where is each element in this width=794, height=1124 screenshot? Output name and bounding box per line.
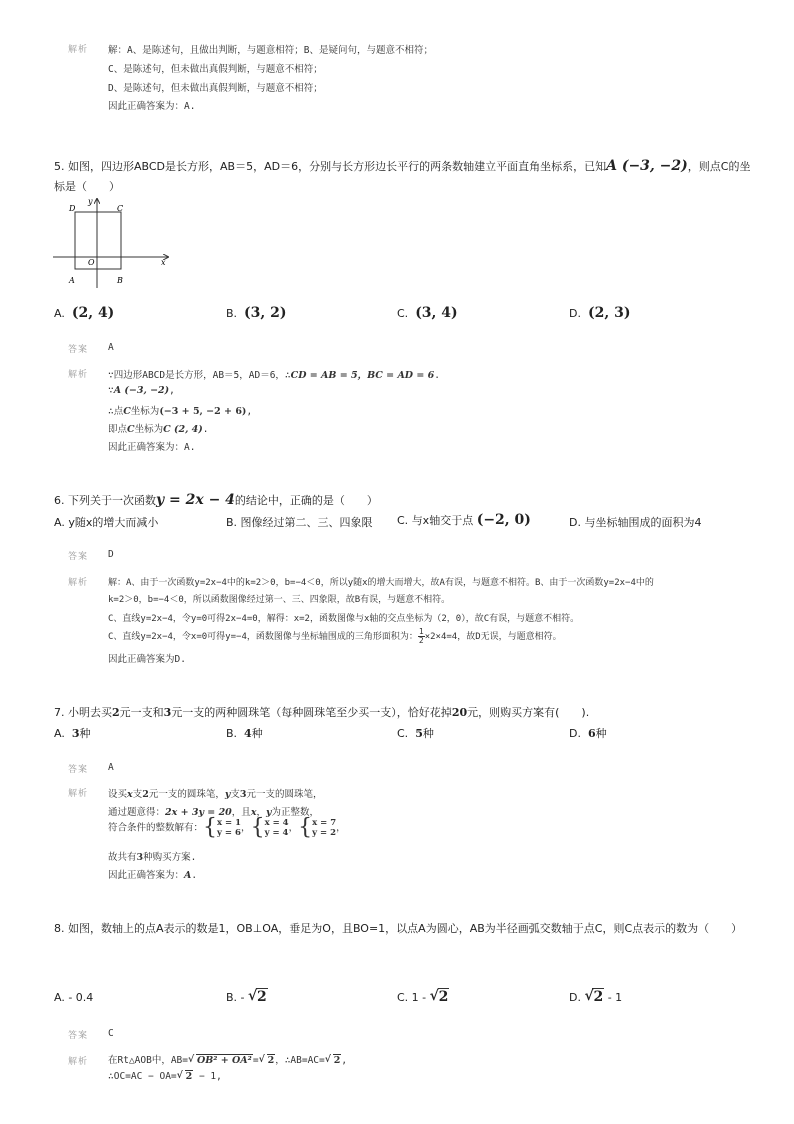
text: 设买 <box>108 789 128 800</box>
q5-solution-line-5: 因此正确答案为：A. <box>108 442 196 453</box>
option-unit: 种 <box>595 727 607 740</box>
text: 通过题意得： <box>108 807 166 818</box>
option-text: 1 - <box>408 991 430 1004</box>
math: x <box>250 807 257 818</box>
text: 元一支的两种圆珠笔（每种圆珠笔至少买一支），恰好花掉 <box>171 706 452 719</box>
text: 7. 小明去买 <box>54 706 112 719</box>
math: y <box>266 807 272 818</box>
text: 坐标为 <box>134 424 164 435</box>
math: 2 <box>112 706 120 719</box>
q7-option-a[interactable] <box>54 725 90 741</box>
text: ×2×4=4，故D无误，与题意相符。 <box>424 632 562 642</box>
text: − 1, <box>193 1071 222 1082</box>
option-value: (2, 4) <box>71 305 115 321</box>
text: 支 <box>132 789 143 800</box>
q6-solution-line-3: C、直线y=2x−4，令y=0可得2x−4=0，解得：x=2，函数图像与x轴的交点坐标为（2，0），故C有误，与题意不相符。 <box>108 614 580 624</box>
q8-answer: C <box>108 1028 114 1039</box>
q4-solution-line-2: C、是陈述句，但未做出真假判断，与题意不相符； <box>108 64 323 75</box>
text: ，且 <box>231 807 251 818</box>
text: ，∴AB=AC= <box>275 1055 325 1066</box>
option-letter: D. <box>569 991 581 1004</box>
math: y <box>224 789 231 800</box>
radicand: 2 <box>593 989 604 1005</box>
q6-solution-line-1: 解：A、由于一次函数y=2x−4中的k=2＞0，b=−4＜0，所以y随x的增大而增大，故A有误，与题意不相符。B、由于一次函数y=2x−4中的 <box>108 578 654 588</box>
text: ∴OC=AC − OA= <box>108 1071 177 1082</box>
system-row: x = 7 <box>312 818 337 828</box>
text: ∵ <box>108 385 114 396</box>
option-math: (−2, 0) <box>476 512 531 528</box>
option-number: 3 <box>71 727 80 740</box>
q7-solution-tag: 解析 <box>68 789 89 799</box>
q6-solution-tag: 解析 <box>68 578 89 588</box>
math: 2 <box>142 789 149 800</box>
q6-option-a[interactable] <box>54 514 158 530</box>
q5-solution-line-3 <box>108 403 252 417</box>
q5-solution-line-2 <box>108 385 175 396</box>
text: , <box>341 1055 348 1066</box>
option-number: 4 <box>244 727 252 740</box>
option-number: 5 <box>415 727 423 740</box>
text: 支 <box>230 789 240 800</box>
q8-option-a[interactable] <box>54 991 93 1004</box>
text: 因此正确答案为： <box>108 870 185 881</box>
text: 元一支和 <box>119 706 164 719</box>
radicand: 2 <box>333 1055 341 1066</box>
option-text: - <box>237 991 249 1004</box>
q5-option-d[interactable] <box>569 305 630 321</box>
math: y = 2x − 4 <box>156 492 235 508</box>
math: C (2, 4) <box>163 424 203 435</box>
system-row: y = 2 <box>312 828 337 838</box>
text: 为正整数， <box>271 807 320 818</box>
q6-option-c[interactable] <box>397 512 531 528</box>
text: ， <box>256 807 266 818</box>
math: A (−3, −2) <box>113 385 170 396</box>
sqrt: √ 2 <box>258 1054 275 1066</box>
q5-solution-tag: 解析 <box>68 370 89 380</box>
q6-solution-line-4 <box>108 628 562 645</box>
text: ∵四边形ABCD是长方形，AB＝5，AD＝6，∴ <box>108 370 291 381</box>
option-unit: 种 <box>251 727 263 740</box>
q5-option-b[interactable] <box>226 305 287 321</box>
numerator: 1 <box>418 627 424 636</box>
q7-option-b[interactable] <box>226 725 263 741</box>
q7-option-d[interactable] <box>569 725 607 741</box>
q8-option-b[interactable] <box>226 989 268 1005</box>
q4-solution-tag: 解析 <box>68 45 89 55</box>
separator: ， <box>336 822 346 834</box>
radicand: 2 <box>267 1055 275 1066</box>
option-letter: C. <box>397 727 409 740</box>
option-letter: A. <box>54 516 65 529</box>
q4-solution-line-1: 解：A、是陈述句，且做出判断，与题意相符；B、是疑问句，与题意不相符； <box>108 45 433 56</box>
q5-rectangle-coordinate-figure <box>50 195 175 290</box>
option-unit: 种 <box>422 727 434 740</box>
text: 即点 <box>108 424 128 435</box>
sqrt: √ OB² + OA² <box>187 1054 252 1066</box>
q5-stem-text-2: ，则点C的坐 <box>687 160 751 173</box>
q6-option-b[interactable] <box>226 514 373 530</box>
q6-solution-line-2: k=2＞0，b=−4＜0，所以函数图像经过第一、三、四象限，故B有误，与题意不相符。 <box>108 595 451 605</box>
text: 坐标为 <box>130 406 160 417</box>
math: C <box>127 424 135 435</box>
q7-answer-tag: 答案 <box>68 765 89 775</box>
option-value: (3, 4) <box>415 305 458 321</box>
option-letter: D. <box>569 727 581 740</box>
text: 的结论中，正确的是（ ） <box>234 494 378 507</box>
math: CD = AB = 5，BC = AD = 6 <box>290 370 435 381</box>
label-a: A <box>69 276 75 285</box>
q7-option-c[interactable] <box>397 725 434 741</box>
option-number: 6 <box>587 727 596 740</box>
text: , <box>246 406 253 417</box>
label-y: y <box>88 197 93 206</box>
radicand: 2 <box>438 989 449 1005</box>
q5-answer-tag: 答案 <box>68 345 89 355</box>
option-letter: A. <box>54 307 65 320</box>
option-value: (2, 3) <box>587 305 631 321</box>
math: A <box>184 870 192 881</box>
text: 种购买方案. <box>143 852 197 863</box>
text: C、直线y=2x−4，令x=0可得y=−4，函数图像与坐标轴围成的三角形面积为： <box>108 632 418 642</box>
text: ∴点 <box>108 406 124 417</box>
q6-option-d[interactable] <box>569 514 701 530</box>
math: (−3 + 5, −2 + 6) <box>159 406 247 417</box>
option-letter: D. <box>569 516 581 529</box>
q8-solution-line-2 <box>108 1071 222 1082</box>
option-text: - 0.4 <box>64 991 94 1004</box>
q5-solution-line-4 <box>108 421 209 435</box>
q4-solution-line-3: D、是陈述句，但未做出真假判断，与题意不相符； <box>108 83 323 94</box>
q5-stem-math: A (−3, −2) <box>606 158 688 174</box>
radicand: OB² + OA² <box>196 1055 252 1066</box>
text: 元一支的圆珠笔， <box>148 789 225 800</box>
text: , <box>169 385 175 396</box>
system-row: x = 4 <box>264 818 289 828</box>
equation-system-2: {x = 4 y = 4 <box>250 815 289 840</box>
option-unit: 种 <box>79 727 91 740</box>
math: 3 <box>136 852 144 863</box>
text: 符合条件的整数解有： <box>108 822 204 834</box>
text: . <box>434 370 440 381</box>
q5-solution-line-1 <box>108 367 440 381</box>
math: 2x + 3y = 20 <box>165 807 232 818</box>
q5-stem-line-2: 标是（ ） <box>54 180 120 193</box>
text: . <box>191 870 198 881</box>
sqrt: √ 2 <box>324 1054 341 1066</box>
q6-solution-line-5: 因此正确答案为D. <box>108 654 186 665</box>
q7-solution-line-1 <box>108 786 323 800</box>
math: 3 <box>163 706 172 719</box>
math: 20 <box>451 706 468 719</box>
q8-option-d[interactable] <box>569 989 622 1005</box>
sqrt: √ 2 <box>176 1070 193 1082</box>
option-text: - 1 <box>604 991 623 1004</box>
math: 3 <box>239 789 247 800</box>
equation-system-1: {x = 1 y = 6 <box>203 815 242 840</box>
label-x: x <box>161 258 166 267</box>
radicand: 2 <box>185 1071 193 1082</box>
math: x <box>127 789 133 800</box>
rectangle-abcd <box>75 212 121 269</box>
q8-option-c[interactable] <box>397 989 449 1005</box>
system-row: y = 4 <box>264 828 289 838</box>
q8-solution-tag: 解析 <box>68 1057 89 1067</box>
q5-option-c[interactable] <box>397 305 458 321</box>
option-letter: B. <box>226 727 238 740</box>
q7-solution-line-4 <box>108 849 196 863</box>
equation-system-3: {x = 7 y = 2 <box>298 815 337 840</box>
option-letter: B. <box>226 991 238 1004</box>
q8-stem: 8. 如图，数轴上的点A表示的数是1，OB⊥OA，垂足为O，且BO=1，以点A为圆心，AB为半径画弧交数轴于点C，则C点表示的数为（ ） <box>54 922 743 935</box>
text: 在Rt△AOB中，AB= <box>108 1055 188 1066</box>
q6-stem <box>54 492 378 508</box>
label-c: C <box>117 204 124 213</box>
option-text: 图像经过第二、三、四象限 <box>240 516 373 529</box>
radicand: 2 <box>257 989 267 1005</box>
sqrt: √ 2 <box>429 988 449 1005</box>
text: 元一支的圆珠笔， <box>246 789 323 800</box>
label-d: D <box>69 204 76 213</box>
text: 6. 下列关于一次函数 <box>54 494 156 507</box>
system-row: y = 6 <box>217 828 241 838</box>
q7-solution-line-5 <box>108 867 197 881</box>
label-b: B <box>117 276 123 285</box>
fraction <box>418 628 425 645</box>
text: = <box>252 1055 259 1066</box>
option-letter: C. <box>397 991 409 1004</box>
q7-solution-line-3 <box>108 815 346 840</box>
separator: ， <box>288 822 299 834</box>
q8-solution-line-1 <box>108 1052 347 1066</box>
option-text: y随x的增大而减小 <box>68 516 159 529</box>
option-text: 与坐标轴围成的面积为4 <box>584 516 702 529</box>
q4-solution-line-4: 因此正确答案为：A. <box>108 101 196 112</box>
option-letter: B. <box>226 516 238 529</box>
q5-stem <box>54 158 750 174</box>
q5-answer: A <box>108 342 114 353</box>
math: C <box>123 406 131 417</box>
denominator: 2 <box>418 636 424 645</box>
sqrt: √ 2 <box>248 988 267 1005</box>
q6-answer-tag: 答案 <box>68 552 89 562</box>
system-row: x = 1 <box>217 818 242 828</box>
option-letter: A. <box>54 727 65 740</box>
option-letter: A. <box>54 991 65 1004</box>
q7-answer: A <box>108 762 114 773</box>
q5-option-a[interactable] <box>54 305 114 321</box>
q8-answer-tag: 答案 <box>68 1031 89 1041</box>
option-letter: C. <box>397 307 409 320</box>
option-letter: D. <box>569 307 581 320</box>
separator: ， <box>241 822 251 834</box>
q6-answer: D <box>108 549 114 560</box>
option-text: 与x轴交于点 <box>411 514 474 527</box>
q7-stem <box>54 704 589 720</box>
option-letter: C. <box>397 514 409 527</box>
label-o: O <box>88 258 95 267</box>
option-letter: B. <box>226 307 238 320</box>
text: . <box>202 424 209 435</box>
option-value: (3, 2) <box>244 305 287 321</box>
text: 故共有 <box>108 852 137 863</box>
text: 元，则购买方案有( ). <box>467 706 590 719</box>
sqrt: √ 2 <box>584 988 604 1005</box>
q5-stem-text-1: 5. 如图，四边形ABCD是长方形，AB＝5，AD＝6，分别与长方形边长平行的两条数轴建立平面直角坐标系，已知 <box>54 160 607 173</box>
